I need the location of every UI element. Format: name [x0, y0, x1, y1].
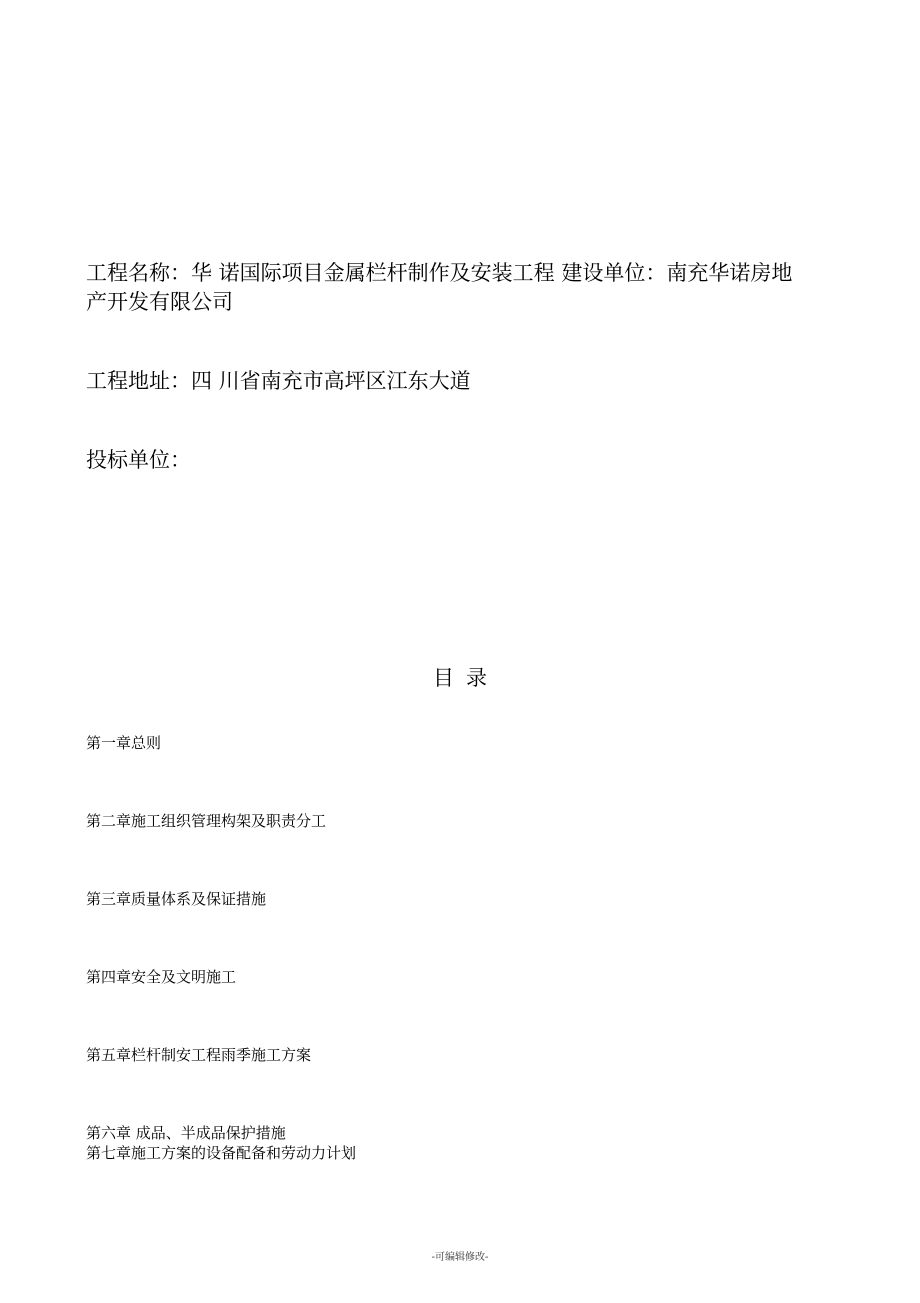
client-name-continuation: 产开发有限公司: [86, 290, 233, 314]
toc-item-chapter-7: 第七章施工方案的设备配备和劳动力计划: [86, 1144, 357, 1162]
toc-item-chapter-6: 第六章 成品、半成品保护措施: [86, 1124, 286, 1142]
toc-item-chapter-1: 第一章总则: [86, 734, 162, 752]
toc-title: 目录: [433, 666, 499, 690]
project-address-line: 工程地址：四 川省南充市高坪区江东大道: [86, 369, 471, 393]
toc-item-chapter-2: 第二章施工组织管理构架及职责分工: [86, 812, 327, 830]
toc-item-chapter-4: 第四章安全及文明施工: [86, 968, 237, 986]
page-footer: -可编辑修改-: [431, 1252, 489, 1263]
toc-item-chapter-3: 第三章质量体系及保证措施: [86, 890, 267, 908]
bidder-line: 投标单位：: [86, 448, 191, 472]
project-name-and-client-line: 工程名称：华 诺国际项目金属栏杆制作及安装工程 建设单位：南充华诺房地: [86, 261, 793, 285]
toc-item-chapter-5: 第五章栏杆制安工程雨季施工方案: [86, 1046, 312, 1064]
